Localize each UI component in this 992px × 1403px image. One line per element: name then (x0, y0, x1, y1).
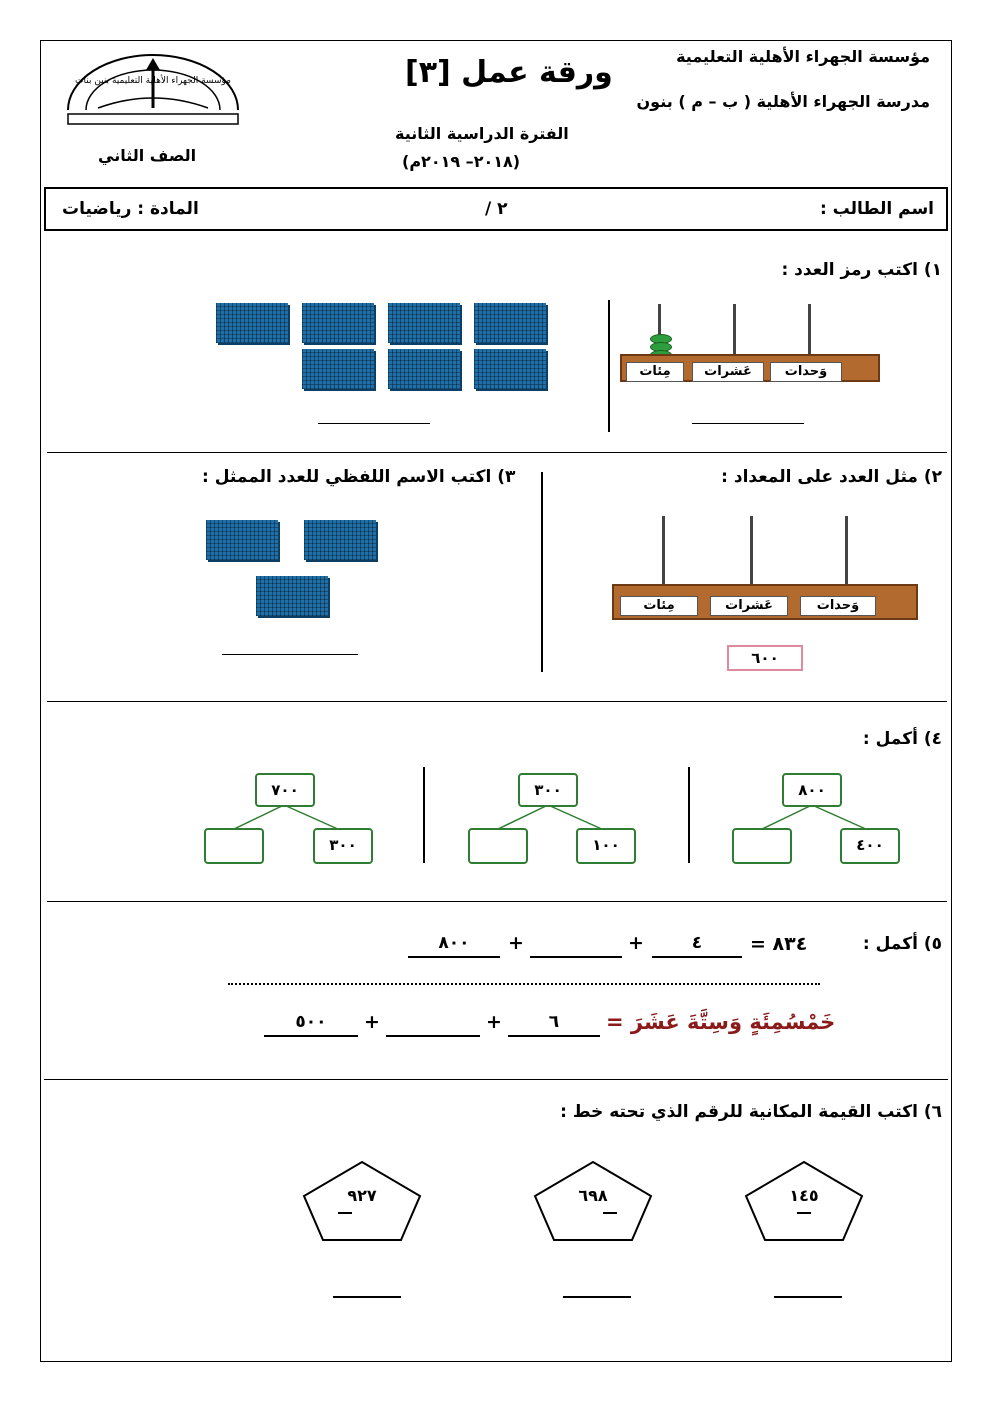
abacus-label-units: وَحدات (800, 596, 876, 616)
grade-text: الصف الثاني (98, 146, 197, 165)
term-text: الفترة الدراسية الثانية (395, 124, 569, 143)
answer-line[interactable] (333, 1296, 401, 1298)
institution-name: مؤسسة الجهراء الأهلية التعليمية (676, 47, 930, 66)
pentagon-number-3: ٩٢٧ (347, 1186, 377, 1205)
plus-sign: + (508, 932, 524, 954)
bond-top-3: ٧٠٠ (255, 773, 315, 807)
pentagon-number-1: ١٤٥ (789, 1186, 819, 1205)
abacus-label-hundreds: مِئات (620, 596, 698, 616)
abacus-label-units: وَحدات (770, 362, 842, 382)
worksheet-title: ورقة عمل [٣] (405, 55, 613, 90)
q5-row1-lhs: ٨٣٤ = (750, 933, 808, 955)
q4-label: ٤) أكمل : (862, 729, 942, 749)
underlined-digit-2 (603, 1212, 617, 1214)
q5-row2-lhs: خَمْسُمِئَةٍ وَسِتَّةَ عَشَرَ = (606, 1010, 836, 1034)
pentagon-number-2: ٦٩٨ (578, 1186, 608, 1205)
class-label: ٢ / (485, 199, 508, 219)
plus-sign: + (364, 1011, 380, 1033)
answer-line[interactable] (563, 1296, 631, 1298)
student-name-label: اسم الطالب : (819, 199, 934, 219)
year-text: (٢٠١٨– ٢٠١٩م) (402, 152, 521, 171)
bond-top-1: ٨٠٠ (782, 773, 842, 807)
plus-sign: + (486, 1011, 502, 1033)
q5-row2-tens-value: ٦ (548, 1012, 560, 1032)
answer-line[interactable] (774, 1296, 842, 1298)
plus-sign: + (628, 932, 644, 954)
bond-right-1: ٤٠٠ (840, 828, 900, 864)
q5-row1-hundreds-value: ٨٠٠ (438, 933, 470, 953)
q5-row1-tens-value: ٤ (691, 933, 703, 953)
subject-label: المادة : رياضيات (62, 199, 199, 219)
bond-right-3: ٣٠٠ (313, 828, 373, 864)
school-name: مدرسة الجهراء الأهلية ( ب – م ) بنون (636, 92, 930, 111)
q2-label: ٢) مثل العدد على المعداد : (721, 467, 942, 487)
q1-label: ١) اكتب رمز العدد : (781, 260, 942, 280)
logo-text: مؤسسة الجهراء الأهلية التعليمية بنين بنات (75, 76, 231, 86)
number-box: ٦٠٠ (727, 645, 803, 671)
bond-right-2: ١٠٠ (576, 828, 636, 864)
q6-label: ٦) اكتب القيمة المكانية للرقم الذي تحته خط : (560, 1102, 942, 1122)
q5-row2-hundreds-value: ٥٠٠ (295, 1012, 327, 1032)
underlined-digit-1 (797, 1212, 811, 1214)
abacus-label-hundreds: مِئات (626, 362, 684, 382)
abacus-label-tens: عَشرات (692, 362, 764, 382)
bond-top-2: ٣٠٠ (518, 773, 578, 807)
underlined-digit-3 (338, 1212, 352, 1214)
q5-label: ٥) أكمل : (862, 934, 942, 954)
abacus-label-tens: عَشرات (710, 596, 788, 616)
q3-label: ٣) اكتب الاسم اللفظي للعدد الممثل : (202, 467, 516, 487)
